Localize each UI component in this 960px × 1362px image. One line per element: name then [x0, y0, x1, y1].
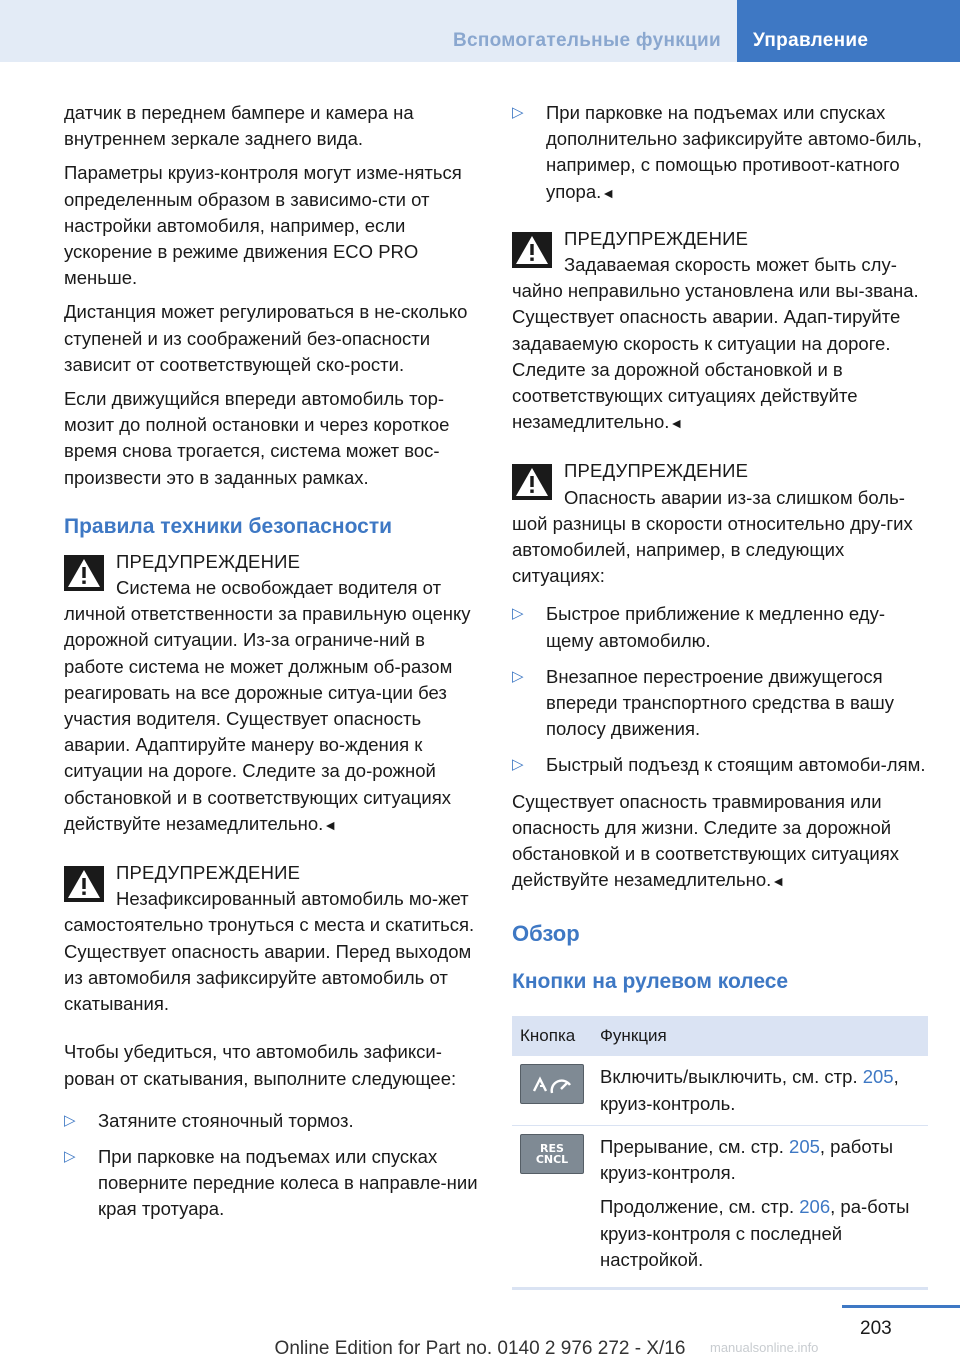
warning-block [64, 549, 482, 838]
end-mark: ◄ [323, 816, 338, 833]
list-item: ▷ При парковке на подъемах или спусках дополнительно зафиксируйте автомо-биль, например, с помощью противоот-катного упора.◄ [512, 102, 922, 202]
list-item: ▷ Быстрый подъезд к стоящим автомоби-лям. [512, 752, 928, 778]
warning-block [64, 860, 482, 1017]
page-link[interactable]: 206 [799, 1196, 831, 1218]
warning-title: ПРЕДУПРЕЖДЕНИЕ [564, 227, 749, 249]
table-row: Включить/выключить, см. стр. 205, круиз-контроль. [512, 1056, 928, 1125]
warning-icon [64, 555, 104, 591]
paragraph: датчик в переднем бампере и камера на внутреннем зеркале заднего вида. [64, 102, 414, 150]
list-item: ▷ Внезапное перестроение движущегося впереди транспортного средства в вашу полосу движения. [512, 665, 894, 740]
end-mark: ◄ [669, 415, 684, 432]
res-cncl-button-image [520, 1134, 584, 1174]
warning-title: ПРЕДУПРЕЖДЕНИЕ [116, 550, 301, 572]
warning-text: Задаваемая скорость может быть слу-чайно неправильно установлена или вы-звана. Существует опасность аварии. Адап-тируйте задаваемую скорость к ситуации на дороге. Следите за дорожной обстановкой и в соответствующих ситуациях действуйте незамедлительно. [512, 254, 919, 433]
watermark: manualsonline.info [710, 1340, 819, 1355]
section-heading-buttons: Кнопки на рулевом колесе [512, 970, 789, 994]
triangle-bullet-icon: ▷ [64, 1111, 76, 1129]
page-link[interactable]: 205 [789, 1135, 820, 1157]
warning-icon [64, 866, 104, 902]
header-section-label: Вспомогательные функции [452, 30, 721, 51]
steps-list [512, 100, 928, 206]
column-header-button: Кнопка [512, 1016, 592, 1056]
end-mark: ◄ [601, 184, 616, 201]
paragraph: Параметры круиз-контроля могут изме-няться определенным образом в зависимо-сти от настройки автомобиля, например, если ускорение в режиме движения ECO PRO меньше. [64, 162, 462, 289]
warning-icon [512, 464, 552, 500]
steps-list [64, 1108, 482, 1223]
cncl-label: CNCL [535, 1152, 569, 1166]
end-mark: ◄ [771, 873, 786, 890]
triangle-bullet-icon: ▷ [512, 104, 524, 121]
cruise-control-icon [530, 1071, 574, 1097]
paragraph: Если движущийся впереди автомобиль тор-мозит до полной остановки и через короткое время снова трогается, система может вос-произвести это в заданных рамках. [64, 388, 450, 488]
list-item: ▷ При парковке на подъемах или спусках поверните передние колеса в направле-нии края тротуара. [64, 1145, 478, 1220]
warning-icon [512, 232, 552, 268]
header-chapter [737, 0, 960, 62]
triangle-bullet-icon: ▷ [512, 605, 524, 623]
section-heading-overview: Обзор [512, 921, 580, 947]
page-number-rule [842, 1305, 960, 1308]
warning-block [512, 226, 928, 437]
triangle-bullet-icon: ▷ [512, 756, 524, 774]
column-header-function: Функция [592, 1016, 928, 1056]
page-link[interactable]: 205 [862, 1066, 894, 1088]
header-section [0, 0, 737, 62]
warning-title: ПРЕДУПРЕЖДЕНИЕ [564, 460, 749, 482]
triangle-bullet-icon: ▷ [64, 1147, 76, 1165]
res-label: RES [540, 1141, 564, 1155]
warning-block [512, 458, 928, 589]
left-column [64, 100, 482, 1233]
footer-edition: Online Edition for Part no. 0140 2 976 272 - X/16 [274, 1338, 686, 1359]
situations-list [512, 601, 928, 778]
warning-text: Система не освобождает водителя от личной ответственности за правильную оценку дорожной ситуации. Из-за ограниче-ний в работе система не может должным об-разом реагировать на все дорожные ситуа-ции без участия водителя. Существует опасность аварии. Адаптируйте манеру во-ждения к ситуации на дороге. Следите за до-рожной обстановкой и в соответствующих ситуациях действуйте незамедлительно. [64, 577, 471, 834]
section-heading-safety: Правила техники безопасности [64, 514, 393, 538]
table-header-row [512, 1016, 928, 1056]
page-header [0, 0, 960, 62]
paragraph: Дистанция может регулироваться в не-сколько ступеней и из соображений без-опасности зависит от соответствующей ско-рости. [64, 301, 468, 375]
warning-text: Незафиксированный автомобиль мо-жет самостоятельно тронуться с места и скатиться. Существует опасность аварии. Перед выходом из автомобиля зафиксируйте автомобиль от скатывания. [64, 888, 475, 1015]
warning-text: Опасность аварии из-за слишком боль-шой разницы в скорости относительно дру-гих автомобилей, например, в следующих ситуациях: [512, 486, 913, 587]
cruise-control-button-image [520, 1064, 584, 1104]
header-chapter-label: Управление [753, 30, 869, 51]
table-row: RES CNCL Прерывание, см. стр. 205, работы круиз-контроля. Продолжение, см. стр. 206, ра-боты круиз-контроля с последней настройкой. [512, 1125, 928, 1288]
list-item: ▷ Быстрое приближение к медленно еду-щему автомобилю. [512, 603, 886, 651]
buttons-table [512, 1016, 928, 1289]
paragraph: Существует опасность травмирования или опасность для жизни. Следите за дорожной обстановкой и в соответствующих ситуациях действуйте незамедлительно.◄ [512, 790, 899, 891]
triangle-bullet-icon: ▷ [512, 667, 524, 685]
page-number: 203 [860, 1318, 892, 1339]
right-column [512, 100, 928, 1290]
warning-title: ПРЕДУПРЕЖДЕНИЕ [116, 862, 301, 884]
list-item: ▷ Затяните стояночный тормоз. [64, 1108, 482, 1134]
paragraph: Чтобы убедиться, что автомобиль зафикси-рован от скатывания, выполните следующее: [64, 1041, 457, 1089]
